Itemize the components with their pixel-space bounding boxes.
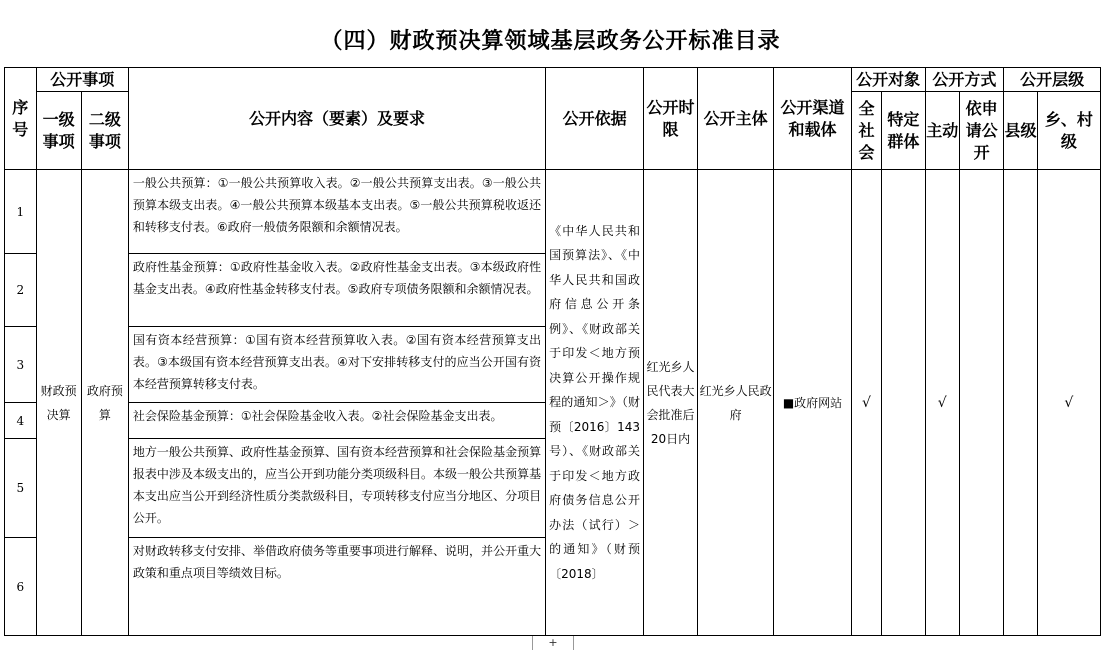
row-seq: 6 (5, 538, 37, 636)
target-all-check: √ (851, 170, 882, 636)
row-content: 国有资本经营预算：①国有资本经营预算收入表。②国有资本经营预算支出表。③本级国有资本经营预算支出表。④对下安排转移支付的应当公开国有资本经营预算转移支付表。 (128, 327, 545, 403)
row-seq: 4 (5, 403, 37, 439)
header-mode-group: 公开方式 (925, 68, 1004, 92)
deadline-cell: 红光乡人民代表大会批准后20日内 (644, 170, 698, 636)
header-channel: 公开渠道和载体 (774, 68, 851, 170)
header-target-specific: 特定群体 (882, 92, 925, 170)
subject-cell: 红光乡人民政府 (698, 170, 774, 636)
row-seq: 2 (5, 254, 37, 327)
row-content: 地方一般公共预算、政府性基金预算、国有资本经营预算和社会保险基金预算报表中涉及本级支出的，应当公开到功能分类项级科目。本级一般公共预算基本支出应当公开到经济性质分类款级科目，专项转移支付应当分地区、分项目公开。 (128, 439, 545, 538)
row-content: 社会保险基金预算：①社会保险基金收入表。②社会保险基金支出表。 (128, 403, 545, 439)
header-level-county: 县级 (1004, 92, 1038, 170)
header-mode-request: 依申请公开 (960, 92, 1004, 170)
channel-cell: ■政府网站 (774, 170, 851, 636)
header-level-group: 公开层级 (1004, 68, 1101, 92)
header-seq: 序号 (5, 68, 37, 170)
page-title: （四）财政预决算领域基层政务公开标准目录 (320, 29, 781, 54)
row-content: 一般公共预算：①一般公共预算收入表。②一般公共预算支出表。③一般公共预算本级支出表。④一般公共预算本级基本支出表。⑤一般公共预算税收返还和转移支付表。⑥政府一般债务限额和余额情况表。 (128, 170, 545, 254)
row-seq: 1 (5, 170, 37, 254)
header-level1: 一级事项 (36, 92, 81, 170)
basis-cell: 《中华人民共和国预算法》、《中华人民共和国政府信息公开条例》、《财政部关于印发＜地方预决算公开操作规程的通知＞》（财预〔2016〕143号）、《财政部关于印发＜地方政府债务信息公开办法（试行）＞的通知》（财预〔2018〕 (546, 170, 644, 636)
header-items-group: 公开事项 (36, 68, 128, 92)
row-seq: 5 (5, 439, 37, 538)
header-target-group: 公开对象 (851, 68, 925, 92)
mode-request-check (960, 170, 1004, 636)
row-content: 政府性基金预算：①政府性基金收入表。②政府性基金支出表。③本级政府性基金支出表。④政府性基金转移支付表。⑤政府专项债务限额和余额情况表。 (128, 254, 545, 327)
row-seq: 3 (5, 327, 37, 403)
header-deadline: 公开时限 (644, 68, 698, 170)
row-content: 对财政转移支付安排、举借政府债务等重要事项进行解释、说明，并公开重大政策和重点项目等绩效目标。 (128, 538, 545, 636)
level1-cell: 财政预决算 (36, 170, 81, 636)
mode-active-check: √ (925, 170, 960, 636)
header-level-township: 乡、村级 (1037, 92, 1100, 170)
target-specific-check (882, 170, 925, 636)
header-content: 公开内容（要素）及要求 (128, 68, 545, 170)
header-mode-active: 主动 (925, 92, 960, 170)
level-township-check: √ (1037, 170, 1100, 636)
table-row (5, 170, 1101, 254)
header-target-all: 全社会 (851, 92, 882, 170)
level2-cell: 政府预算 (81, 170, 128, 636)
level-county-check (1004, 170, 1038, 636)
catalog-table (4, 67, 1101, 636)
header-basis: 公开依据 (546, 68, 644, 170)
header-level2: 二级事项 (81, 92, 128, 170)
header-subject: 公开主体 (698, 68, 774, 170)
add-sheet-button[interactable]: + (532, 636, 574, 650)
